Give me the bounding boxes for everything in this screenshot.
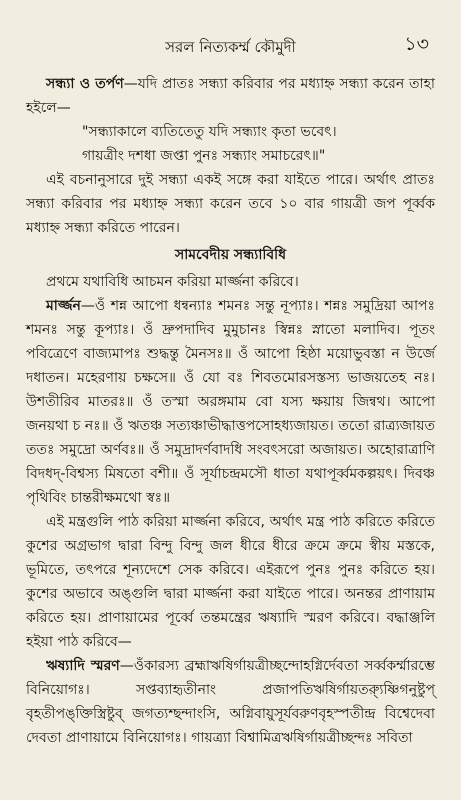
- verse-line-2: গায়ত্রীং দশধা জপ্তা পুনঃ সন্ধ্যাং সমাচরেৎ॥": [82, 148, 326, 164]
- sandhya-tarpan-text: —যদি প্রাতঃ সন্ধ্যা করিবার পর মধ্যাহ্ন সন্ধ্যা করেন তাহা হইলে—: [26, 76, 435, 116]
- marjan-paragraph: [26, 294, 435, 510]
- verse-line-1: "সন্ধ্যাকালে ব্যতিতেতু যদি সন্ধ্যাং কৃতা ভবেৎ।: [82, 124, 337, 140]
- running-head: [26, 30, 435, 56]
- rishyadi-term: ঋষ্যাদি স্মরণ: [46, 658, 120, 674]
- rishyadi-paragraph: [26, 654, 435, 750]
- marjan-text: —ওঁ শন্ন আপো ধন্বন্যাঃ শমনঃ সন্তু নূপ্যাঃ। শন্নঃ সমুদ্রিয়া আপঃ শমনঃ সন্তু কূপ্যাঃ। ওঁ দ্রুপদাদিব মুমুচানঃ স্বিন্নঃ স্নাতো মলাদিব। পূতং পবিত্রেণে বাজ্যমাপঃ শুদ্ধন্তু মৈনসঃ॥ ওঁ আপো হিষ্ঠা ময়োভুবস্তা ন উর্জে দধাতন। মহেরণায় চক্ষসে॥ ওঁ যো বঃ শিবতমোরসস্তস্য ভাজয়তেহ নঃ। উশতীরিব মাতরঃ॥ ওঁ তস্মা অরঙ্গমাম বো যস্য ক্ষয়ায় জিন্বথ। আপো জনয়থা চ নঃ॥ ওঁ ঋতঞ্চ সত্যঞ্চাভীদ্ধাত্তপসোহধ্যজায়ত। ততো রাত্র্যজায়ত ততঃ সমুদ্রো অর্ণবঃ॥ ওঁ সমুদ্রাদর্ণবাদধি সংবৎসরো অজায়ত। অহোরাত্রাণি বিদধদ্‌-বিশ্বস্য মিষতো বশী॥ ওঁ সূর্যাচন্দ্রমসৌ ধাতা যথাপূর্ব্বমকল্পয়ৎ। দিবঞ্চ পৃথিবিং চান্তরীক্ষমথো স্বঃ॥: [26, 298, 435, 506]
- quoted-verse: [26, 120, 435, 168]
- sandhya-tarpan-term: সন্ধ্যা ও তর্পণ: [46, 76, 124, 92]
- marjan-term: মার্জ্জন: [46, 298, 81, 314]
- explanation-paragraph: এই বচনানুসারে দুই সন্ধ্যা একই সঙ্গে করা যাইতে পারে। অর্থাৎ প্রাতঃ সন্ধ্যা করিবার পর মধ্যাহ্ন সন্ধ্যা করেন তবে ১০ বার গায়ত্রী জপ পূর্ব্বক মধ্যাহ্ন সন্ধ্যা করিতে পারেন।: [26, 172, 435, 236]
- section-heading: সামবেদীয় সন্ধ্যাবিধি: [174, 247, 287, 263]
- sandhya-tarpan-paragraph: [26, 72, 435, 120]
- first-step-paragraph: প্রথমে যথাবিধি আচমন করিয়া মার্জ্জনা করিবে।: [46, 274, 299, 290]
- page-number: ১৩: [404, 33, 429, 55]
- running-title: সরল নিত্যকর্ম্ম কৌমুদী: [165, 38, 296, 56]
- instruction-paragraph: এই মন্ত্রগুলি পাঠ করিয়া মার্জ্জনা করিবে, অর্থাৎ মন্ত্র পাঠ করিতে করিতে কুশের অগ্রভাগ দ্বারা বিন্দু বিন্দু জল ধীরে ধীরে ক্রমে ক্রমে স্বীয় মস্তকে, ভূমিতে, তৎপরে শূন্যদেশে সেক করিবে। এইরূপে পুনঃ পুনঃ করিতে হয়। কুশের অভাবে অঙ্গুলি দ্বারা মার্জ্জনা করা যাইতে পারে। অনন্তর প্রাণায়াম করিতে হয়। প্রাণায়ামের পূর্ব্বে তন্তমন্ত্রের ঋষ্যাদি স্মরণ করিবে। বদ্ধাঞ্জলি হইয়া পাঠ করিবে—: [26, 514, 435, 650]
- rishyadi-text: —ওঁকারস্য ব্রহ্মাঋষির্গায়ত্রীচ্ছন্দোহগ্নির্দেবতা সর্ব্বকর্ম্মারম্ভে বিনিয়োগঃ। সপ্তব্যাহৃতীনাং প্রজাপতিঋষির্গায়ত্র্যুষ্ণিগনুষ্টুপ্‌ বৃহতীপঙ্‌ক্তিস্ত্রিষ্টুব্‌ জগত্যশ্ছন্দাংসি, অগ্নিবায়ুসূর্যবরুণবৃহস্পতীন্দ্র বিশ্বেদেবা দেবতা প্রাণায়ামে বিনিয়োগঃ। গায়ত্র্যা বিশ্বামিত্রঋষির্গায়ত্রীচ্ছন্দঃ সবিতা: [26, 658, 436, 746]
